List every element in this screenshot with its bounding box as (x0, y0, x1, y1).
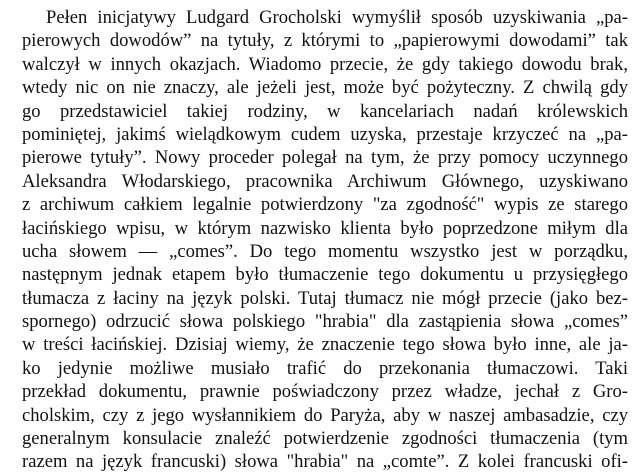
text-line: z archiwum całkiem legalnie potwierdzony "za zgodność" wypis ze starego (22, 194, 628, 216)
text-line: ucha słowem — „comes”. Do tego momentu wszystko jest w porządku, (22, 240, 628, 262)
text-line: walczył w innych okazjach. Wiadomo przecie, że gdy takiego dowodu brak, (22, 53, 628, 75)
text-line: łacińskiego wpisu, w którym nazwisko klienta było poprzedzone miłym dla (22, 217, 628, 239)
text-line: pominiętej, jakimś wielądkowym cudem uzyska, przestaje krzyczeć na „pa- (22, 123, 628, 145)
text-line: Aleksandra Włodarskiego, pracownika Archiwum Głównego, uzyskiwano (22, 170, 628, 192)
text-line: razem na język francuski) słowa "hrabia" na „comte”. Z kolei francuski ofi- (22, 451, 628, 473)
text-line: przekład dokumentu, prawnie poświadczony przez władze, jechał z Gro- (22, 381, 628, 403)
text-line: go przedstawiciel takiej rodziny, w kancelariach nadań królewskich (22, 100, 628, 122)
text-line: pierowe tytuły”. Nowy proceder polegał na tym, że przy pomocy uczynnego (22, 147, 628, 169)
text-line: w treści łacińskiej. Dzisiaj wiemy, że znaczenie tego słowa było inne, ale ja- (22, 334, 628, 356)
body-paragraph (22, 6, 628, 474)
text-line: pierowych dowodów” na tytuły, z którymi to „papierowymi dowodami” tak (22, 30, 628, 52)
text-line: Pełen inicjatywy Ludgard Grocholski wymyślił sposób uzyskiwania „pa- (46, 7, 628, 28)
text-line: wtedy nic on nie znaczy, ale jeżeli jest, może być pożyteczny. Z chwilą gdy (22, 77, 628, 99)
text-line: ko jedynie możliwe musiało trafić do przekonania tłumaczowi. Taki (22, 357, 628, 379)
text-line: cholskim, czy z jego wysłannikiem do Paryża, aby w naszej ambasadzie, czy (22, 404, 628, 426)
text-line: spornego) odrzucić słowa polskiego "hrabia" dla zastąpienia słowa „comes” (22, 311, 628, 333)
text-line: generalnym konsulacie znaleźć potwierdzenie zgodności tłumaczenia (tym (22, 428, 628, 450)
text-line: tłumacza z łaciny na język polski. Tutaj tłumacz nie mógł przecie (jako bez- (22, 287, 628, 309)
text-line: następnym jednak etapem było tłumaczenie tego dokumentu u przysięgłego (22, 264, 628, 286)
